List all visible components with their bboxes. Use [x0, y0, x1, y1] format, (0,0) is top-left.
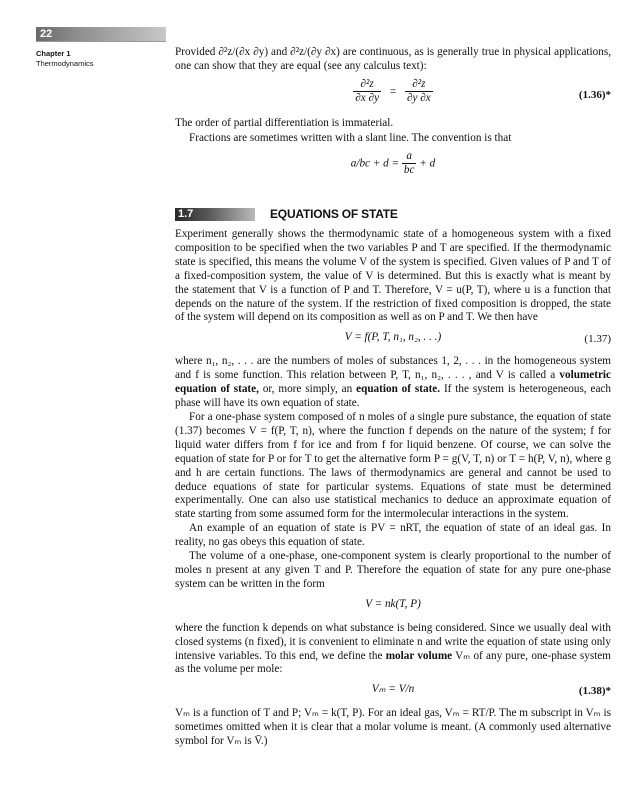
page-number-bar — [36, 27, 166, 41]
intro-text — [175, 45, 611, 188]
equation-number-1-37: (1.37) — [584, 333, 611, 346]
section-number: 1.7 — [178, 208, 194, 220]
equation-slant: a/bc + d = $\frac{a}{bc}$ + d — [350, 149, 436, 176]
body-paragraph-7: Vₘ is a function of T and P; Vₘ = k(T, P). For an ideal gas, Vₘ = RT/P. The m subscript in Vₘ is sometimes omitted when it is clear that a molar volume is meant. (A commonly used alternative symbol for Vₘ is V̄.) — [175, 707, 611, 748]
body-paragraph-6: where the function k depends on what substance is being considered. Since we usually deal with closed systems (n fixed), it is convenient to eliminate n and write the equation of state using only intensive variables. To this end, we define the molar volume Vₘ of any pure, one-phase system as the volume per mole: — [175, 621, 611, 676]
chapter-title: Thermodynamics — [36, 59, 94, 68]
equation-number-1-36: (1.36)* — [578, 89, 611, 102]
page-number: 22 — [40, 28, 53, 40]
eq136-left-fraction: $\frac{\text{∂²z}}{\partial x \partial y}$ — [355, 78, 380, 105]
body-paragraph-2: where n₁, n₂, . . . are the numbers of moles of substances 1, 2, . . . in the homogeneous system and f is some function. This relation between P, T, n₁, n₂, . . . , and V is called a volumetric equation of state, or, more simply, an equation of state. If the system is heterogeneous, each phase will have its own equation of state. — [175, 355, 611, 410]
chapter-label — [36, 49, 166, 69]
equation-number-1-38: (1.38)* — [578, 685, 611, 698]
equation-1-37: V = f(P, T, n₁, n₂, . . .) (1.37) — [344, 331, 611, 346]
equation-1-36: $\frac{\text{∂²z}}{\partial x \partial y}$ = $\frac{\text{∂²z}}{\partial y \partial x}$ (1.36)* — [355, 78, 611, 105]
header-rule — [36, 41, 166, 42]
term-molar-volume: molar volume — [385, 649, 453, 662]
intro-paragraph-2: The order of partial differentiation is immaterial. — [175, 117, 394, 130]
equation-nk: V = nk(T, P) — [365, 597, 421, 610]
term-volumetric-equation: volumetric equation of state, — [175, 369, 611, 396]
eq136-right-fraction: $\frac{\text{∂²z}}{\partial y \partial x}$ — [406, 78, 431, 105]
body-paragraph-4: An example of an equation of state is PV = nRT, the equation of state of an ideal gas. In reality, no gas obeys this equation of state. — [175, 522, 611, 549]
slant-fraction: $\frac{a}{bc}$ — [403, 149, 415, 176]
body-paragraph-5: The volume of a one-phase, one-component system is clearly proportional to the number of moles n present at any given T and P. Therefore the equation of state for any pure one-phase system can be written in the form — [175, 550, 611, 590]
equation-1-38: Vₘ = V/n (1.38)* — [371, 683, 611, 698]
term-equation-of-state: equation of state. — [356, 383, 441, 396]
section-body — [175, 228, 611, 749]
intro-paragraph-3: Fractions are sometimes written with a slant line. The convention is that — [189, 131, 512, 144]
body-paragraph-1: Experiment generally shows the thermodynamic state of a homogeneous system with a fixed composition to be specified when the two variables P and T are specified. If the thermodynamic state is specified, this means the volume V of the system is specified. Given values of P and T of a fixed-composition system, the value of V is determined. But this is exactly what is meant by the statement that V is a function of P and T. Therefore, V = u(P, T), where u is a function that depends on the nature of the system. If the restriction of fixed composition is dropped, the state of the system will depend on its composition as well as on P and T. We then have — [175, 228, 611, 324]
section-title: EQUATIONS OF STATE — [270, 207, 398, 221]
chapter-number: Chapter 1 — [36, 49, 71, 58]
intro-paragraph-1: Provided ∂²z/(∂x ∂y) and ∂²z/(∂y ∂x) are continuous, as is generally true in physical applications, one can show that they are equal (see any calculus text): — [175, 46, 611, 73]
section-heading — [175, 207, 611, 221]
body-paragraph-3: For a one-phase system composed of n moles of a single pure substance, the equation of state (1.37) becomes V = f(P, T, n), where the function f depends on the nature of the system; f for liquid water differs from f for ice and from f for liquid benzene. Of course, we can solve the equation of state for P or for T to get the alternative form P = g(V, T, n) or T = h(P, V, n), where g and h are certain functions. The laws of thermodynamics are general and cannot be used to deduce equations of state for particular systems. Equations of state must be determined experimentally. One can also use statistical mechanics to deduce an approximate equation of state starting from some assumed form for the intermolecular interactions in the system. — [175, 410, 611, 521]
